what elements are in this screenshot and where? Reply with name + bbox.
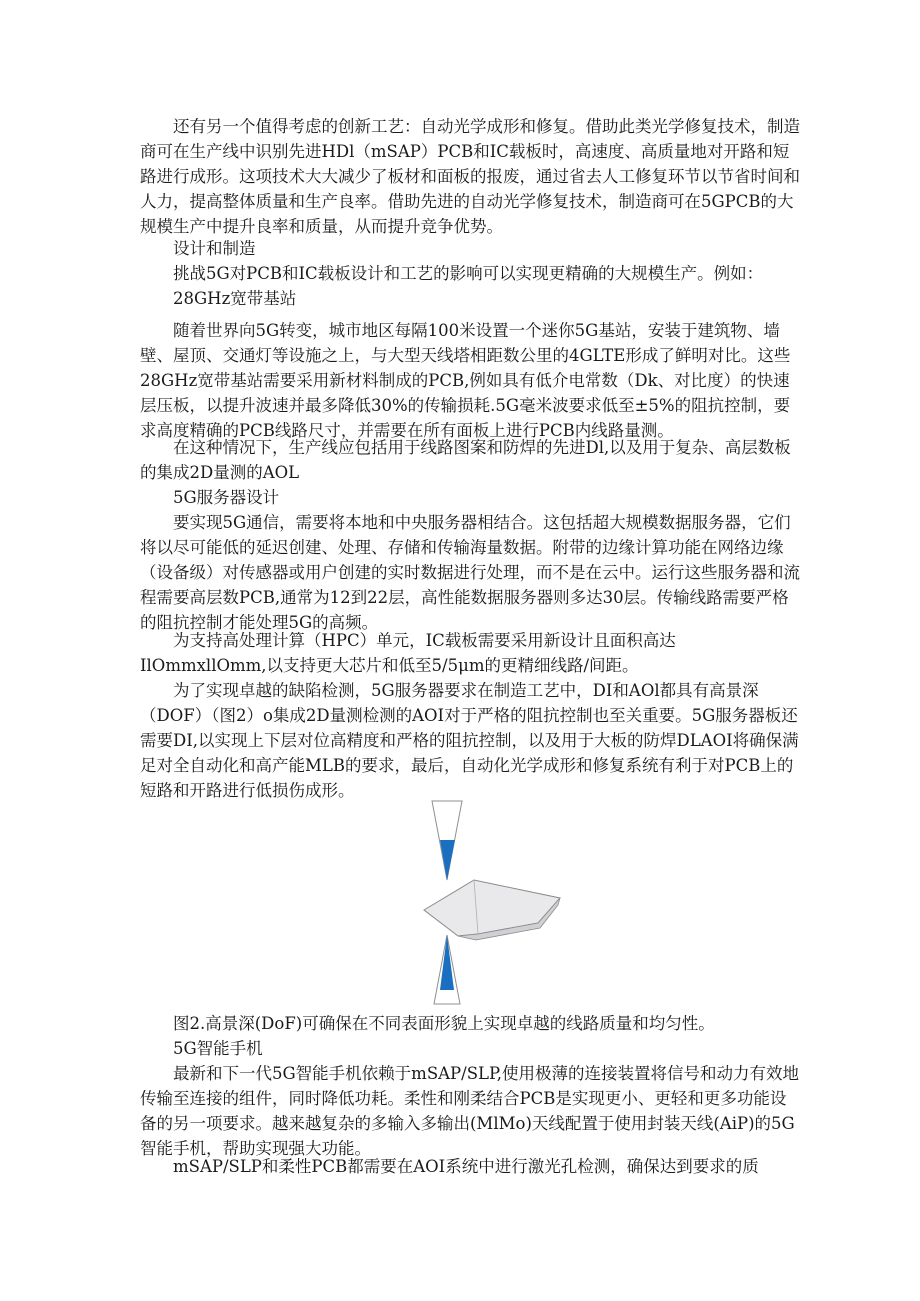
heading-5g-smartphone: 5G智能手机 (173, 1039, 263, 1058)
lower-beam-cone (434, 935, 460, 1004)
heading-design-manufacturing: 设计和制造 (173, 239, 256, 258)
paragraph-server: 要实现5G通信，需要将本地和中央服务器相结合。这包括超大规模数据服务器，它们将以尽可能低的延迟创建、处理、存储和传输海量数据。附带的边缘计算功能在网络边缘（设备级）对传感器或用户创建的实时数据进行处理，而不是在云中。运行这些服务器和流程需要高层数PCB,通常为12到22层，高性能数据服务器则多达30层。传输线路需要严格的阻抗控制才能处理5G的高频。 (140, 513, 800, 632)
paragraph-hpc: 为支持高处理计算（HPC）单元，IC载板需要采用新设计且面积高达IlOmmxllOmm,以支持更大芯片和低至5/5μm的更精细线路/间距。 (140, 631, 676, 675)
paragraph-smartphone: 最新和下一代5G智能手机依赖于mSAP/SLP,使用极薄的连接装置将信号和动力有效地传输至连接的组件，同时降低功耗。柔性和刚柔结合PCB是实现更小、更轻和更多功能设备的另一项要求。越来越复杂的多输入多输出(MlMo)天线配置于使用封装天线(AiP)的5G智能手机，帮助实现强大功能。 (140, 1064, 799, 1158)
heading-5g-server-design: 5G服务器设计 (173, 488, 280, 507)
upper-beam-cone (432, 801, 462, 880)
paragraph-optical-repair: 还有另一个值得考虑的创新工艺：自动光学成形和修复。借助此类光学修复技术，制造商可在生产线中识别先进HDl（mSAP）PCB和IC载板时，高速度、高质量地对开路和短路进行成形。这项技术大大减少了板材和面板的报废，通过省去人工修复环节以节省时间和人力，提高整体质量和生产良率。借助先进的自动光学修复技术，制造商可在5GPCB的大规模生产中提升良率和质量，从而提升竞争优势。 (140, 117, 800, 236)
heading-28ghz-base-station: 28GHz宽带基站 (173, 289, 297, 308)
paragraph-defect-detection: 为了实现卓越的缺陷检测，5G服务器要求在制造工艺中，DI和AOl都具有高景深（DOF）（图2）o集成2D量测检测的AOI对于严格的阻抗控制也至关重要。5G服务器板还需要DI,以实现上下层对位高精度和严格的阻抗控制，以及用于大板的防焊DLAOI将确保满足对全自动化和高产能MLB的要求，最后，自动化光学成形和修复系统有利于对PCB上的短路和开路进行低损伤成形。 (140, 681, 799, 800)
surface-plane (424, 880, 560, 940)
paragraph-challenge: 挑战5G对PCB和IC载板设计和工艺的影响可以实现更精确的大规模生产。例如： (173, 264, 764, 283)
paragraph-base-station: 随着世界向5G转变，城市地区每隔100米设置一个迷你5G基站，安装于建筑物、墙壁、屋顶、交通灯等设施之上，与大型天线塔相距数公里的4GLTE形成了鲜明对比。这些28GHz宽带基站需要采用新材料制成的PCB,例如具有低介电常数（Dk、对比度）的快速层压板，以提升波速并最多降低30%的传输损耗.5G毫米波要求低至±5%的阻抗控制，要求高度精确的PCB线路尺寸，并需要在所有面板上进行PCB内线路量测。 (140, 321, 791, 440)
paragraph-production-line: 在这种情况下，生产线应包括用于线路图案和防焊的先进Dl,以及用于复杂、高层数板的集成2D量测的AOL (140, 438, 791, 482)
paragraph-laser-via-inspection: mSAP/SLP和柔性PCB都需要在AOI系统中进行激光孔检测，确保达到要求的质 (173, 1157, 759, 1176)
figure-caption: 图2.高景深(DoF)可确保在不同表面形貌上实现卓越的线路质量和均匀性。 (173, 1014, 715, 1033)
